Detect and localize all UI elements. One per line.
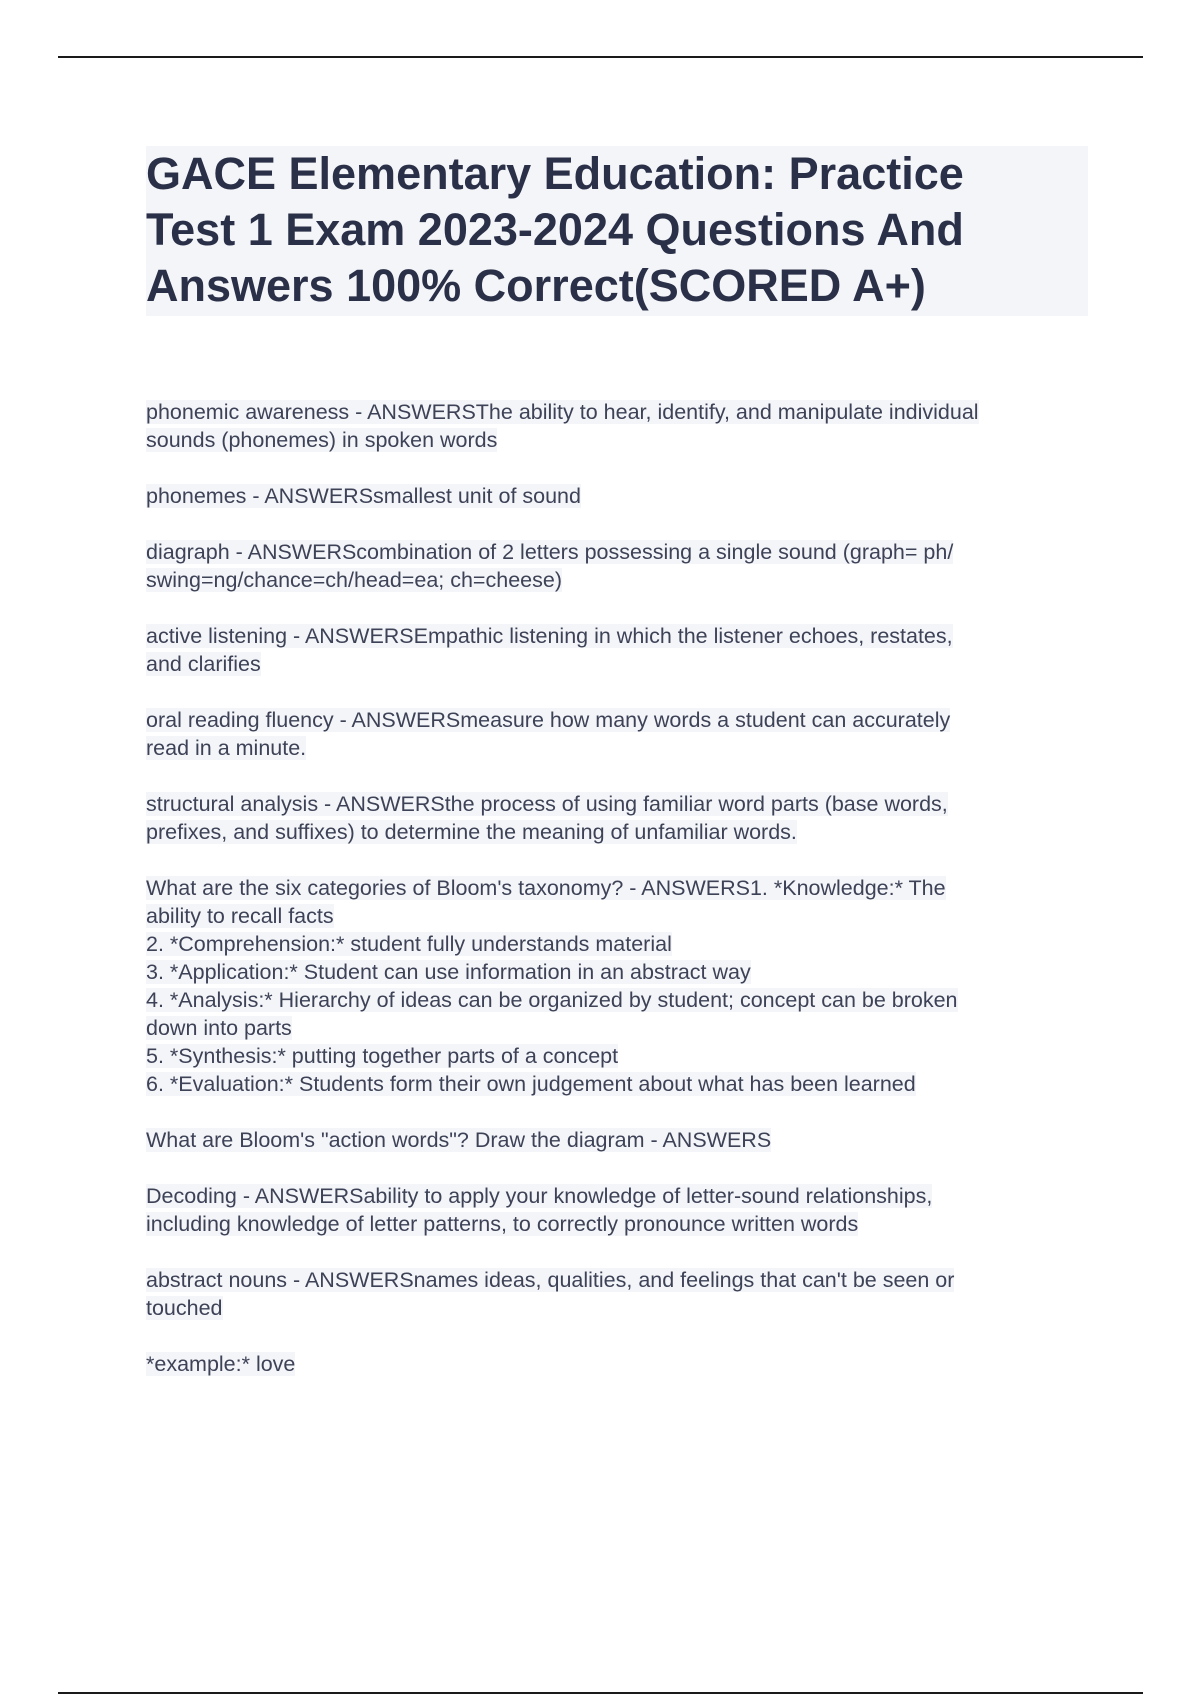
qa-line: ability to recall facts — [146, 904, 334, 928]
qa-line: 5. *Synthesis:* putting together parts of a concept — [146, 1044, 619, 1068]
title-line: Test 1 Exam 2023-2024 Questions And — [146, 204, 964, 255]
qa-item-diagraph — [146, 538, 1088, 594]
qa-item-example — [146, 1350, 1088, 1378]
qa-line: diagraph - ANSWERScombination of 2 letters possessing a single sound (graph= ph/ — [146, 540, 954, 564]
qa-line: prefixes, and suffixes) to determine the meaning of unfamiliar words. — [146, 820, 797, 844]
qa-item-phonemes — [146, 482, 1088, 510]
qa-item-blooms-taxonomy — [146, 874, 1088, 1098]
qa-line: *example:* love — [146, 1352, 296, 1376]
qa-item-decoding — [146, 1182, 1088, 1238]
qa-line: structural analysis - ANSWERSthe process of using familiar word parts (base words, — [146, 792, 948, 816]
qa-item-active-listening — [146, 622, 1088, 678]
qa-item-structural-analysis — [146, 790, 1088, 846]
qa-item-oral-reading-fluency — [146, 706, 1088, 762]
qa-line: 3. *Application:* Student can use information in an abstract way — [146, 960, 751, 984]
qa-item-phonemic-awareness — [146, 398, 1088, 454]
qa-list — [146, 398, 1088, 1378]
qa-line: phonemes - ANSWERSsmallest unit of sound — [146, 484, 581, 508]
qa-line: 4. *Analysis:* Hierarchy of ideas can be organized by student; concept can be broken — [146, 988, 958, 1012]
qa-line: down into parts — [146, 1016, 292, 1040]
qa-line: read in a minute. — [146, 736, 307, 760]
document-title — [146, 146, 1088, 316]
qa-line: including knowledge of letter patterns, to correctly pronounce written words — [146, 1212, 859, 1236]
qa-line: Decoding - ANSWERSability to apply your knowledge of letter-sound relationships, — [146, 1184, 933, 1208]
document-body — [146, 146, 1088, 1406]
title-line: GACE Elementary Education: Practice — [146, 148, 964, 199]
qa-line: swing=ng/chance=ch/head=ea; ch=cheese) — [146, 568, 562, 592]
qa-line: active listening - ANSWERSEmpathic listening in which the listener echoes, restates, — [146, 624, 953, 648]
qa-line: sounds (phonemes) in spoken words — [146, 428, 498, 452]
top-rule — [58, 56, 1143, 58]
qa-line: What are the six categories of Bloom's taxonomy? - ANSWERS1. *Knowledge:* The — [146, 876, 946, 900]
bottom-rule — [58, 1692, 1143, 1694]
qa-line: touched — [146, 1296, 223, 1320]
qa-line: and clarifies — [146, 652, 261, 676]
qa-line: phonemic awareness - ANSWERSThe ability to hear, identify, and manipulate individual — [146, 400, 979, 424]
qa-line: 6. *Evaluation:* Students form their own judgement about what has been learned — [146, 1072, 916, 1096]
qa-line: What are Bloom's "action words"? Draw the diagram - ANSWERS — [146, 1128, 772, 1152]
title-line: Answers 100% Correct(SCORED A+) — [146, 260, 926, 311]
qa-line: 2. *Comprehension:* student fully understands material — [146, 932, 672, 956]
qa-item-abstract-nouns — [146, 1266, 1088, 1322]
qa-line: oral reading fluency - ANSWERSmeasure how many words a student can accurately — [146, 708, 951, 732]
qa-item-blooms-action-words — [146, 1126, 1088, 1154]
qa-line: abstract nouns - ANSWERSnames ideas, qualities, and feelings that can't be seen or — [146, 1268, 955, 1292]
